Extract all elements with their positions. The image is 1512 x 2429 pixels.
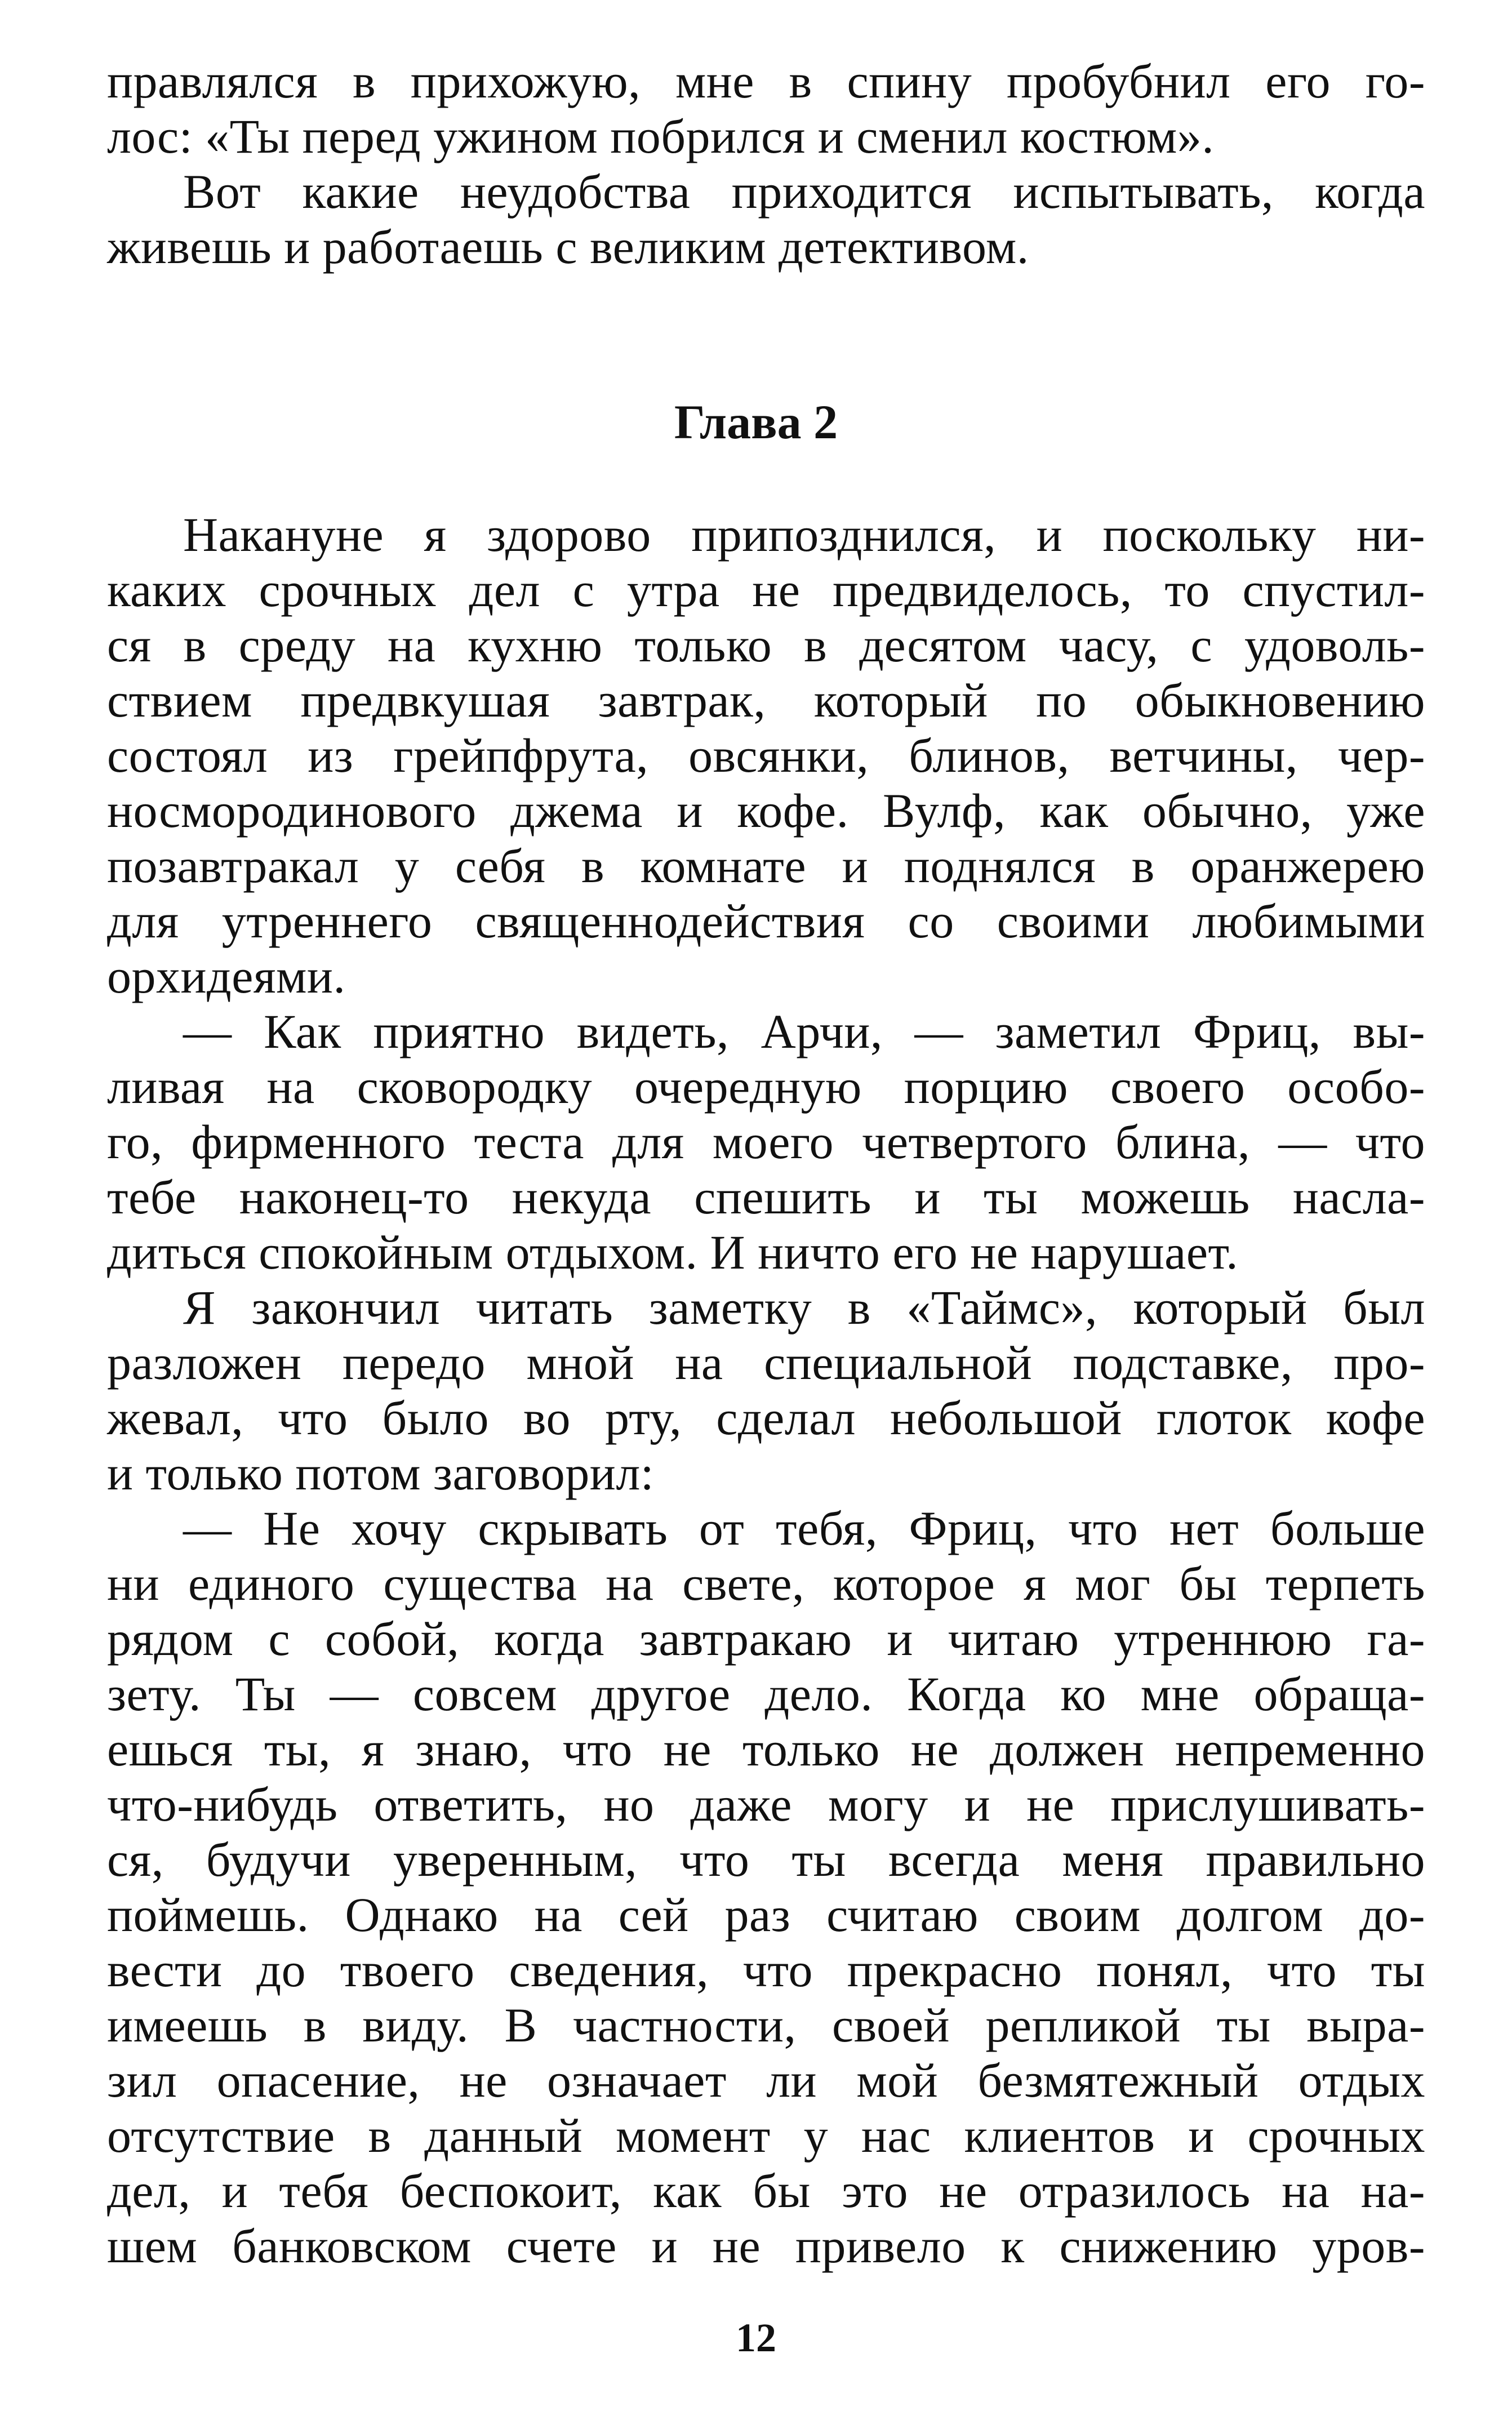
text-line: жевал, что было во рту, сделал небольшой глоток кофе [107, 1391, 1425, 1445]
text-line: каких срочных дел с утра не предвиделось, то спустил- [107, 563, 1425, 617]
text-line: Вот какие неудобства приходится испытывать, когда [183, 164, 1425, 219]
text-line: отсутствие в данный момент у нас клиентов и срочных [107, 2108, 1425, 2163]
text-line: орхидеями. [107, 949, 346, 1003]
text-line: ливая на сковородку очередную порцию своего особо- [107, 1060, 1425, 1114]
text-line: диться спокойным отдыхом. И ничто его не нарушает. [107, 1225, 1239, 1279]
text-line: ешься ты, я знаю, что не только не должен непременно [107, 1722, 1425, 1776]
text-line: ни единого существа на свете, которое я мог бы терпеть [107, 1556, 1425, 1611]
text-line: рядом с собой, когда завтракаю и читаю утреннюю га- [107, 1612, 1425, 1666]
text-line: имеешь в виду. В частности, своей репликой ты выра- [107, 1998, 1425, 2052]
text-line: ся, будучи уверенным, что ты всегда меня правильно [107, 1832, 1425, 1887]
text-line: для утреннего священнодействия со своими любимыми [107, 894, 1425, 948]
text-line: го, фирменного теста для моего четвертого блина, — что [107, 1115, 1425, 1169]
text-line: — Как приятно видеть, Арчи, — заметил Фриц, вы- [183, 1004, 1425, 1058]
text-line: ся в среду на кухню только в десятом часу, с удоволь- [107, 618, 1425, 672]
text-line: живешь и работаешь с великим детективом. [107, 220, 1029, 274]
text-line: позавтракал у себя в комнате и поднялся в оранжерею [107, 839, 1425, 893]
chapter-body-text [107, 507, 1425, 2274]
text-line: зету. Ты — совсем другое дело. Когда ко мне обраща- [107, 1667, 1425, 1721]
page-number: 12 [736, 2315, 776, 2360]
text-line: состоял из грейпфрута, овсянки, блинов, ветчины, чер- [107, 728, 1425, 782]
text-line: поймешь. Однако на сей раз считаю своим долгом до- [107, 1888, 1425, 1942]
text-line: Накануне я здорово припозднился, и поскольку ни- [183, 508, 1425, 562]
text-line: — Не хочу скрывать от тебя, Фриц, что нет больше [183, 1501, 1425, 1555]
text-line: и только потом заговорил: [107, 1446, 655, 1500]
text-line: тебе наконец-то некуда спешить и ты можешь насла- [107, 1170, 1425, 1224]
text-line: разложен передо мной на специальной подставке, про- [107, 1336, 1425, 1390]
text-line: дел, и тебя беспокоит, как бы это не отразилось на на- [107, 2164, 1425, 2218]
chapter-heading-block [0, 394, 1512, 450]
text-line: зил опасение, не означает ли мой безмятежный отдых [107, 2053, 1425, 2107]
text-line: лос: «Ты перед ужином побрился и сменил костюм». [107, 109, 1215, 163]
top-text-block [107, 54, 1425, 274]
text-line: носмородинового джема и кофе. Вулф, как обычно, уже [107, 784, 1425, 838]
text-line: что-нибудь ответить, но даже могу и не прислушивать- [107, 1777, 1425, 1831]
chapter-title: Глава 2 [674, 395, 838, 449]
text-line: Я закончил читать заметку в «Таймс», который был [183, 1280, 1425, 1334]
text-line: правлялся в прихожую, мне в спину пробубнил его го- [107, 54, 1425, 108]
text-line: ствием предвкушая завтрак, который по обыкновению [107, 673, 1425, 727]
text-line: вести до твоего сведения, что прекрасно понял, что ты [107, 1943, 1425, 1997]
text-line: шем банковском счете и не привело к снижению уров- [107, 2219, 1425, 2273]
